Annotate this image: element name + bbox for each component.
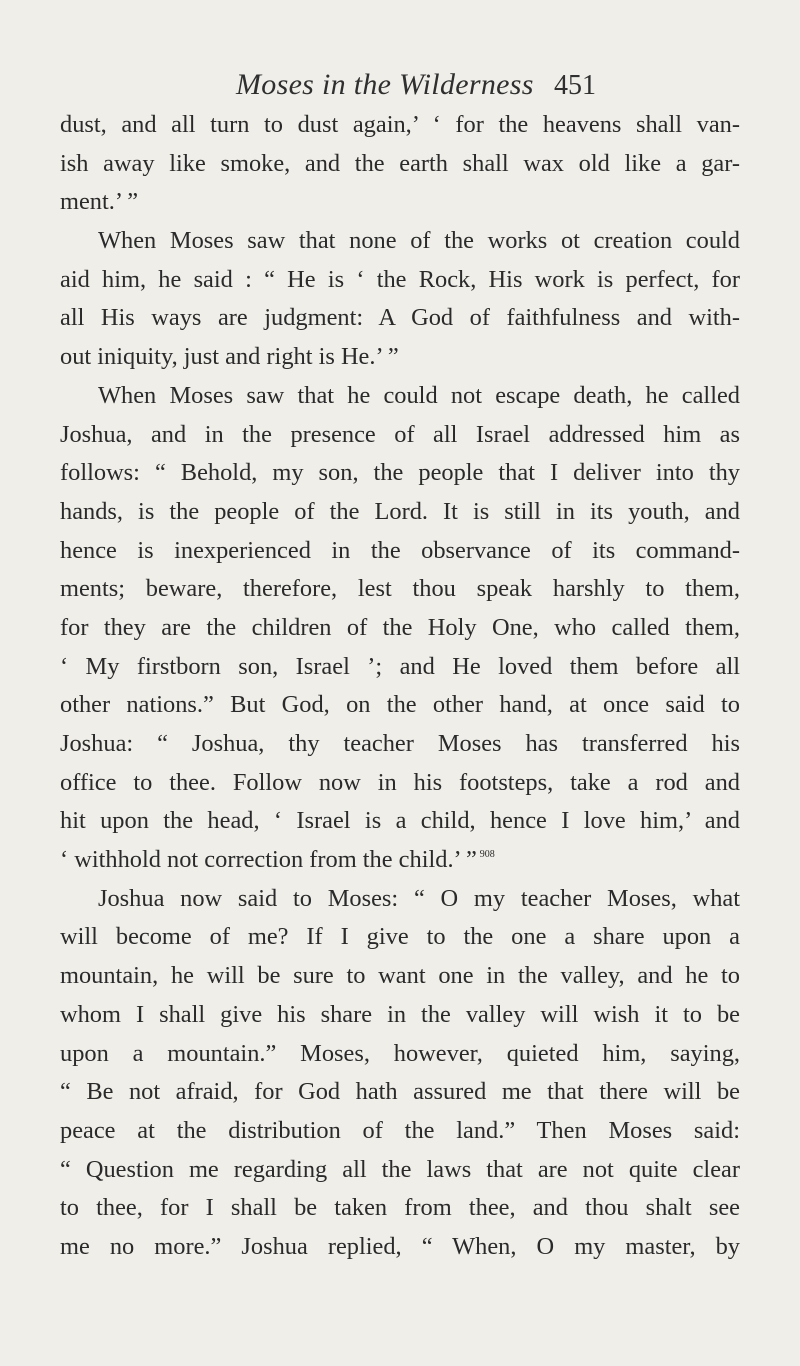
text-line-content: ‘ withhold not correction from the child.’ ” — [60, 846, 477, 874]
text-line: ment.’ ” — [60, 188, 139, 216]
text-line: upon a mountain.” Moses, however, quieted him, saying, — [60, 1039, 740, 1067]
text-line: office to thee. Follow now in his footsteps, take a rod and — [60, 768, 740, 796]
text-line: mountain, he will be sure to want one in the valley, and he to — [60, 962, 740, 990]
text-line: Joshua now said to Moses: “ O my teacher Moses, what — [98, 884, 740, 912]
text-line: to thee, for I shall be taken from thee, and thou shalt see — [60, 1194, 740, 1222]
text-line: peace at the distribution of the land.” Then Moses said: — [60, 1116, 740, 1144]
page-header — [0, 68, 800, 108]
text-line: for they are the children of the Holy One, who called them, — [60, 613, 740, 641]
text-line: Joshua, and in the presence of all Israel addressed him as — [60, 420, 740, 448]
text-line: ‘ My firstborn son, Israel ’; and He loved them before all — [60, 652, 740, 680]
footnote-reference: 908 — [479, 849, 495, 861]
text-line: “ Question me regarding all the laws that are not quite clear — [60, 1155, 740, 1183]
text-line: follows: “ Behold, my son, the people that I deliver into thy — [60, 459, 740, 487]
text-line: hit upon the head, ‘ Israel is a child, hence I love him,’ and — [60, 807, 740, 835]
text-line: ments; beware, therefore, lest thou speak harshly to them, — [60, 575, 740, 603]
text-line: When Moses saw that none of the works ot creation could — [98, 227, 740, 255]
text-line: hence is inexperienced in the observance of its command- — [60, 536, 740, 564]
text-line: dust, and all turn to dust again,’ ‘ for the heavens shall van- — [60, 111, 740, 138]
text-line: out iniquity, just and right is He.’ ” — [60, 343, 399, 371]
text-line: “ Be not afraid, for God hath assured me that there will be — [60, 1078, 740, 1106]
text-line: hands, is the people of the Lord. It is still in its youth, and — [60, 497, 740, 525]
text-line: aid him, he said : “ He is ‘ the Rock, His work is perfect, for — [60, 265, 740, 293]
text-line: When Moses saw that he could not escape death, he called — [98, 381, 740, 409]
running-title: Moses in the Wilderness — [236, 68, 534, 101]
text-line: Joshua: “ Joshua, thy teacher Moses has transferred his — [60, 730, 740, 757]
text-line: will become of me? If I give to the one a share upon a — [60, 923, 740, 951]
text-line: other nations.” But God, on the other hand, at once said to — [60, 691, 740, 719]
text-line: whom I shall give his share in the valley will wish it to be — [60, 1000, 740, 1028]
text-line: all His ways are judgment: A God of faithfulness and with- — [60, 304, 740, 332]
body-text — [60, 106, 740, 1267]
page-number: 451 — [554, 70, 596, 101]
text-line: me no more.” Joshua replied, “ When, O my master, by — [60, 1232, 740, 1260]
text-line-with-footnote — [60, 841, 740, 880]
text-line: ish away like smoke, and the earth shall wax old like a gar- — [60, 149, 740, 177]
